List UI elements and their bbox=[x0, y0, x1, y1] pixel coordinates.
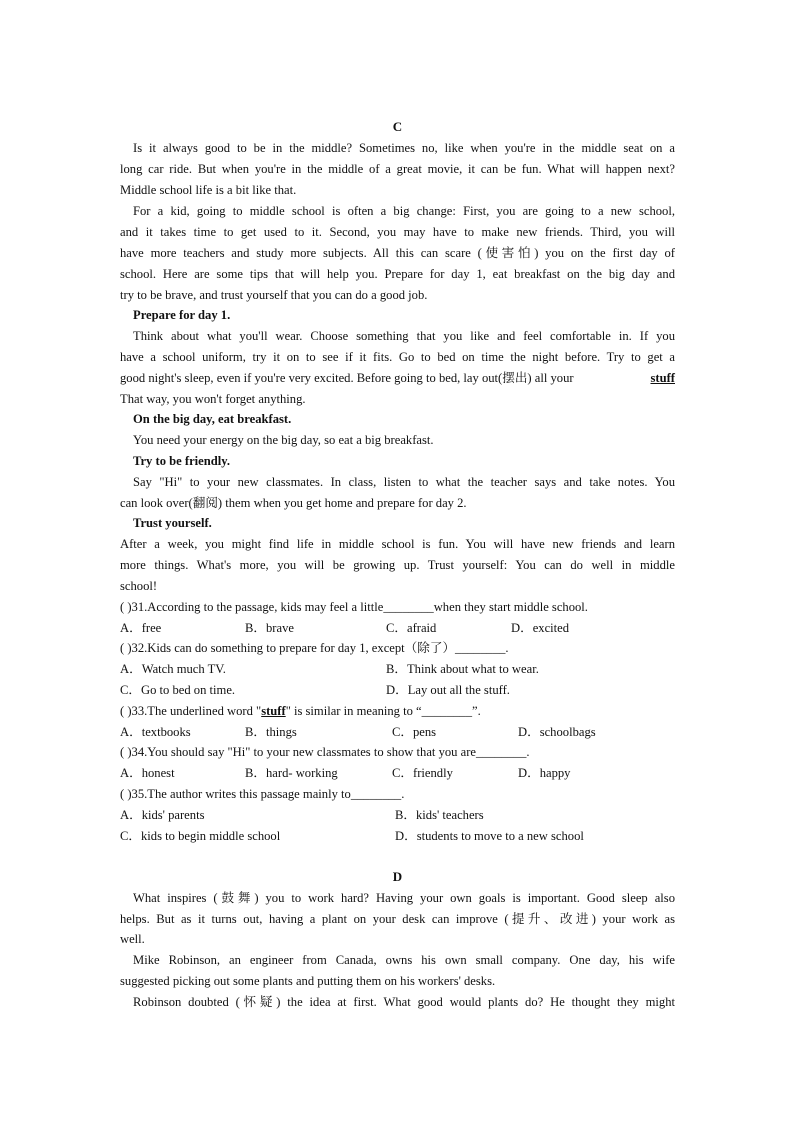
q32-option-b: B．Think about what to wear. bbox=[386, 662, 539, 676]
c-p4: You need your energy on the big day, so eat a big breakfast. bbox=[133, 433, 434, 447]
q35-option-c: C．kids to begin middle school bbox=[120, 829, 281, 843]
question-34-stem: ( )34.You should say "Hi" to your new classmates to show that you are________. bbox=[120, 745, 530, 759]
c-p3-line-2: have a school uniform, try it on to see if it fits. Go to bed on time the night before. Try to get a bbox=[120, 350, 675, 364]
tip-heading-3: Try to be friendly. bbox=[133, 454, 231, 468]
question-33-stem bbox=[120, 703, 675, 719]
c-p2-line-1: For a kid, going to middle school is often a big change: First, you are going to a new school, bbox=[133, 204, 675, 218]
q33-option-a: A．textbooks bbox=[120, 725, 191, 739]
q33-option-b: B．things bbox=[245, 725, 297, 739]
tip-heading-4: Trust yourself. bbox=[133, 516, 212, 530]
q35-option-a: A．kids' parents bbox=[120, 808, 205, 822]
question-31-stem: ( )31.According to the passage, kids may feel a little________when they start middle school. bbox=[120, 600, 588, 614]
c-p2-line-5: try to be brave, and trust yourself that you can do a good job. bbox=[120, 288, 428, 302]
d-p2-line-1: Mike Robinson, an engineer from Canada, owns his own small company. One day, his wife bbox=[133, 953, 675, 967]
c-p3-line-3-text: good night's sleep, even if you're very excited. Before going to bed, lay out(摆出) all your bbox=[120, 371, 574, 385]
q31-option-c: C．afraid bbox=[386, 621, 437, 635]
q32-option-a: A．Watch much TV. bbox=[120, 662, 226, 676]
q32-option-c: C．Go to bed on time. bbox=[120, 683, 236, 697]
d-p2-line-2: suggested picking out some plants and putting them on his workers' desks. bbox=[120, 974, 496, 988]
c-p3-line-4: That way, you won't forget anything. bbox=[120, 392, 306, 406]
c-p1-line-3: Middle school life is a bit like that. bbox=[120, 183, 297, 197]
q34-option-a: A．honest bbox=[120, 766, 175, 780]
c-p6-line-2: more things. What's more, you will be growing up. Trust yourself: You can do well in middle bbox=[120, 558, 675, 572]
c-p2-line-2: and it takes time to get used to it. Second, you may have to make new friends. Third, you will bbox=[120, 225, 675, 239]
q31-option-a: A．free bbox=[120, 621, 162, 635]
underlined-word-stuff: stuff bbox=[650, 371, 675, 385]
question-35-stem: ( )35.The author writes this passage mainly to________. bbox=[120, 787, 405, 801]
c-p1-line-2: long car ride. But when you're in the middle of a great movie, it can be fun. What will happen next? bbox=[120, 162, 675, 176]
q32-option-d: D．Lay out all the stuff. bbox=[386, 683, 510, 697]
q34-option-d: D．happy bbox=[518, 766, 571, 780]
c-p1-line-1: Is it always good to be in the middle? Sometimes no, like when you're in the middle seat on a bbox=[133, 141, 675, 155]
q35-option-d: D．students to move to a new school bbox=[395, 829, 584, 843]
c-p2-line-3: have more teachers and study more subjects. All this can scare (使害怕) you on the first day of bbox=[120, 246, 675, 260]
c-p5-line-2: can look over(翻阅) them when you get home and prepare for day 2. bbox=[120, 496, 467, 510]
question-32-stem: ( )32.Kids can do something to prepare for day 1, except（除了）________. bbox=[120, 641, 509, 655]
d-p1-line-2: helps. But as it turns out, having a plant on your desk can improve (提升、改进) your work as bbox=[120, 912, 675, 926]
c-p3-line-3 bbox=[120, 370, 675, 386]
q31-option-b: B．brave bbox=[245, 621, 294, 635]
c-p6-line-1: After a week, you might find life in middle school is fun. You will have new friends and learn bbox=[120, 537, 675, 551]
section-c-heading: C bbox=[392, 119, 403, 134]
c-p3-line-1: Think about what you'll wear. Choose something that you like and feel comfortable in. If you bbox=[133, 329, 675, 343]
q31-option-d: D．excited bbox=[511, 621, 570, 635]
section-d-heading: D bbox=[392, 869, 403, 884]
q34-option-b: B．hard- working bbox=[245, 766, 338, 780]
tip-heading-1: Prepare for day 1. bbox=[133, 308, 231, 322]
q33-stem-pre: ( )33.The underlined word " bbox=[120, 704, 262, 718]
d-p1-line-3: well. bbox=[120, 932, 145, 946]
tip-heading-2: On the big day, eat breakfast. bbox=[133, 412, 292, 426]
c-p5-line-1: Say "Hi" to your new classmates. In class, listen to what the teacher says and take notes. You bbox=[133, 475, 675, 489]
c-p2-line-4: school. Here are some tips that will help you. Prepare for day 1, eat breakfast on the big day and bbox=[120, 267, 675, 281]
q34-option-c: C．friendly bbox=[392, 766, 453, 780]
d-p1-line-1: What inspires (鼓舞) you to work hard? Having your own goals is important. Good sleep also bbox=[133, 891, 675, 905]
q33-underlined-word: stuff bbox=[261, 704, 286, 718]
q33-stem-post: " is similar in meaning to “________”. bbox=[285, 704, 481, 718]
c-p6-line-3: school! bbox=[120, 579, 158, 593]
q33-option-d: D．schoolbags bbox=[518, 725, 596, 739]
q35-option-b: B．kids' teachers bbox=[395, 808, 484, 822]
q33-option-c: C．pens bbox=[392, 725, 437, 739]
d-p3-line-1: Robinson doubted (怀疑) the idea at first. What good would plants do? He thought they might bbox=[133, 995, 675, 1009]
